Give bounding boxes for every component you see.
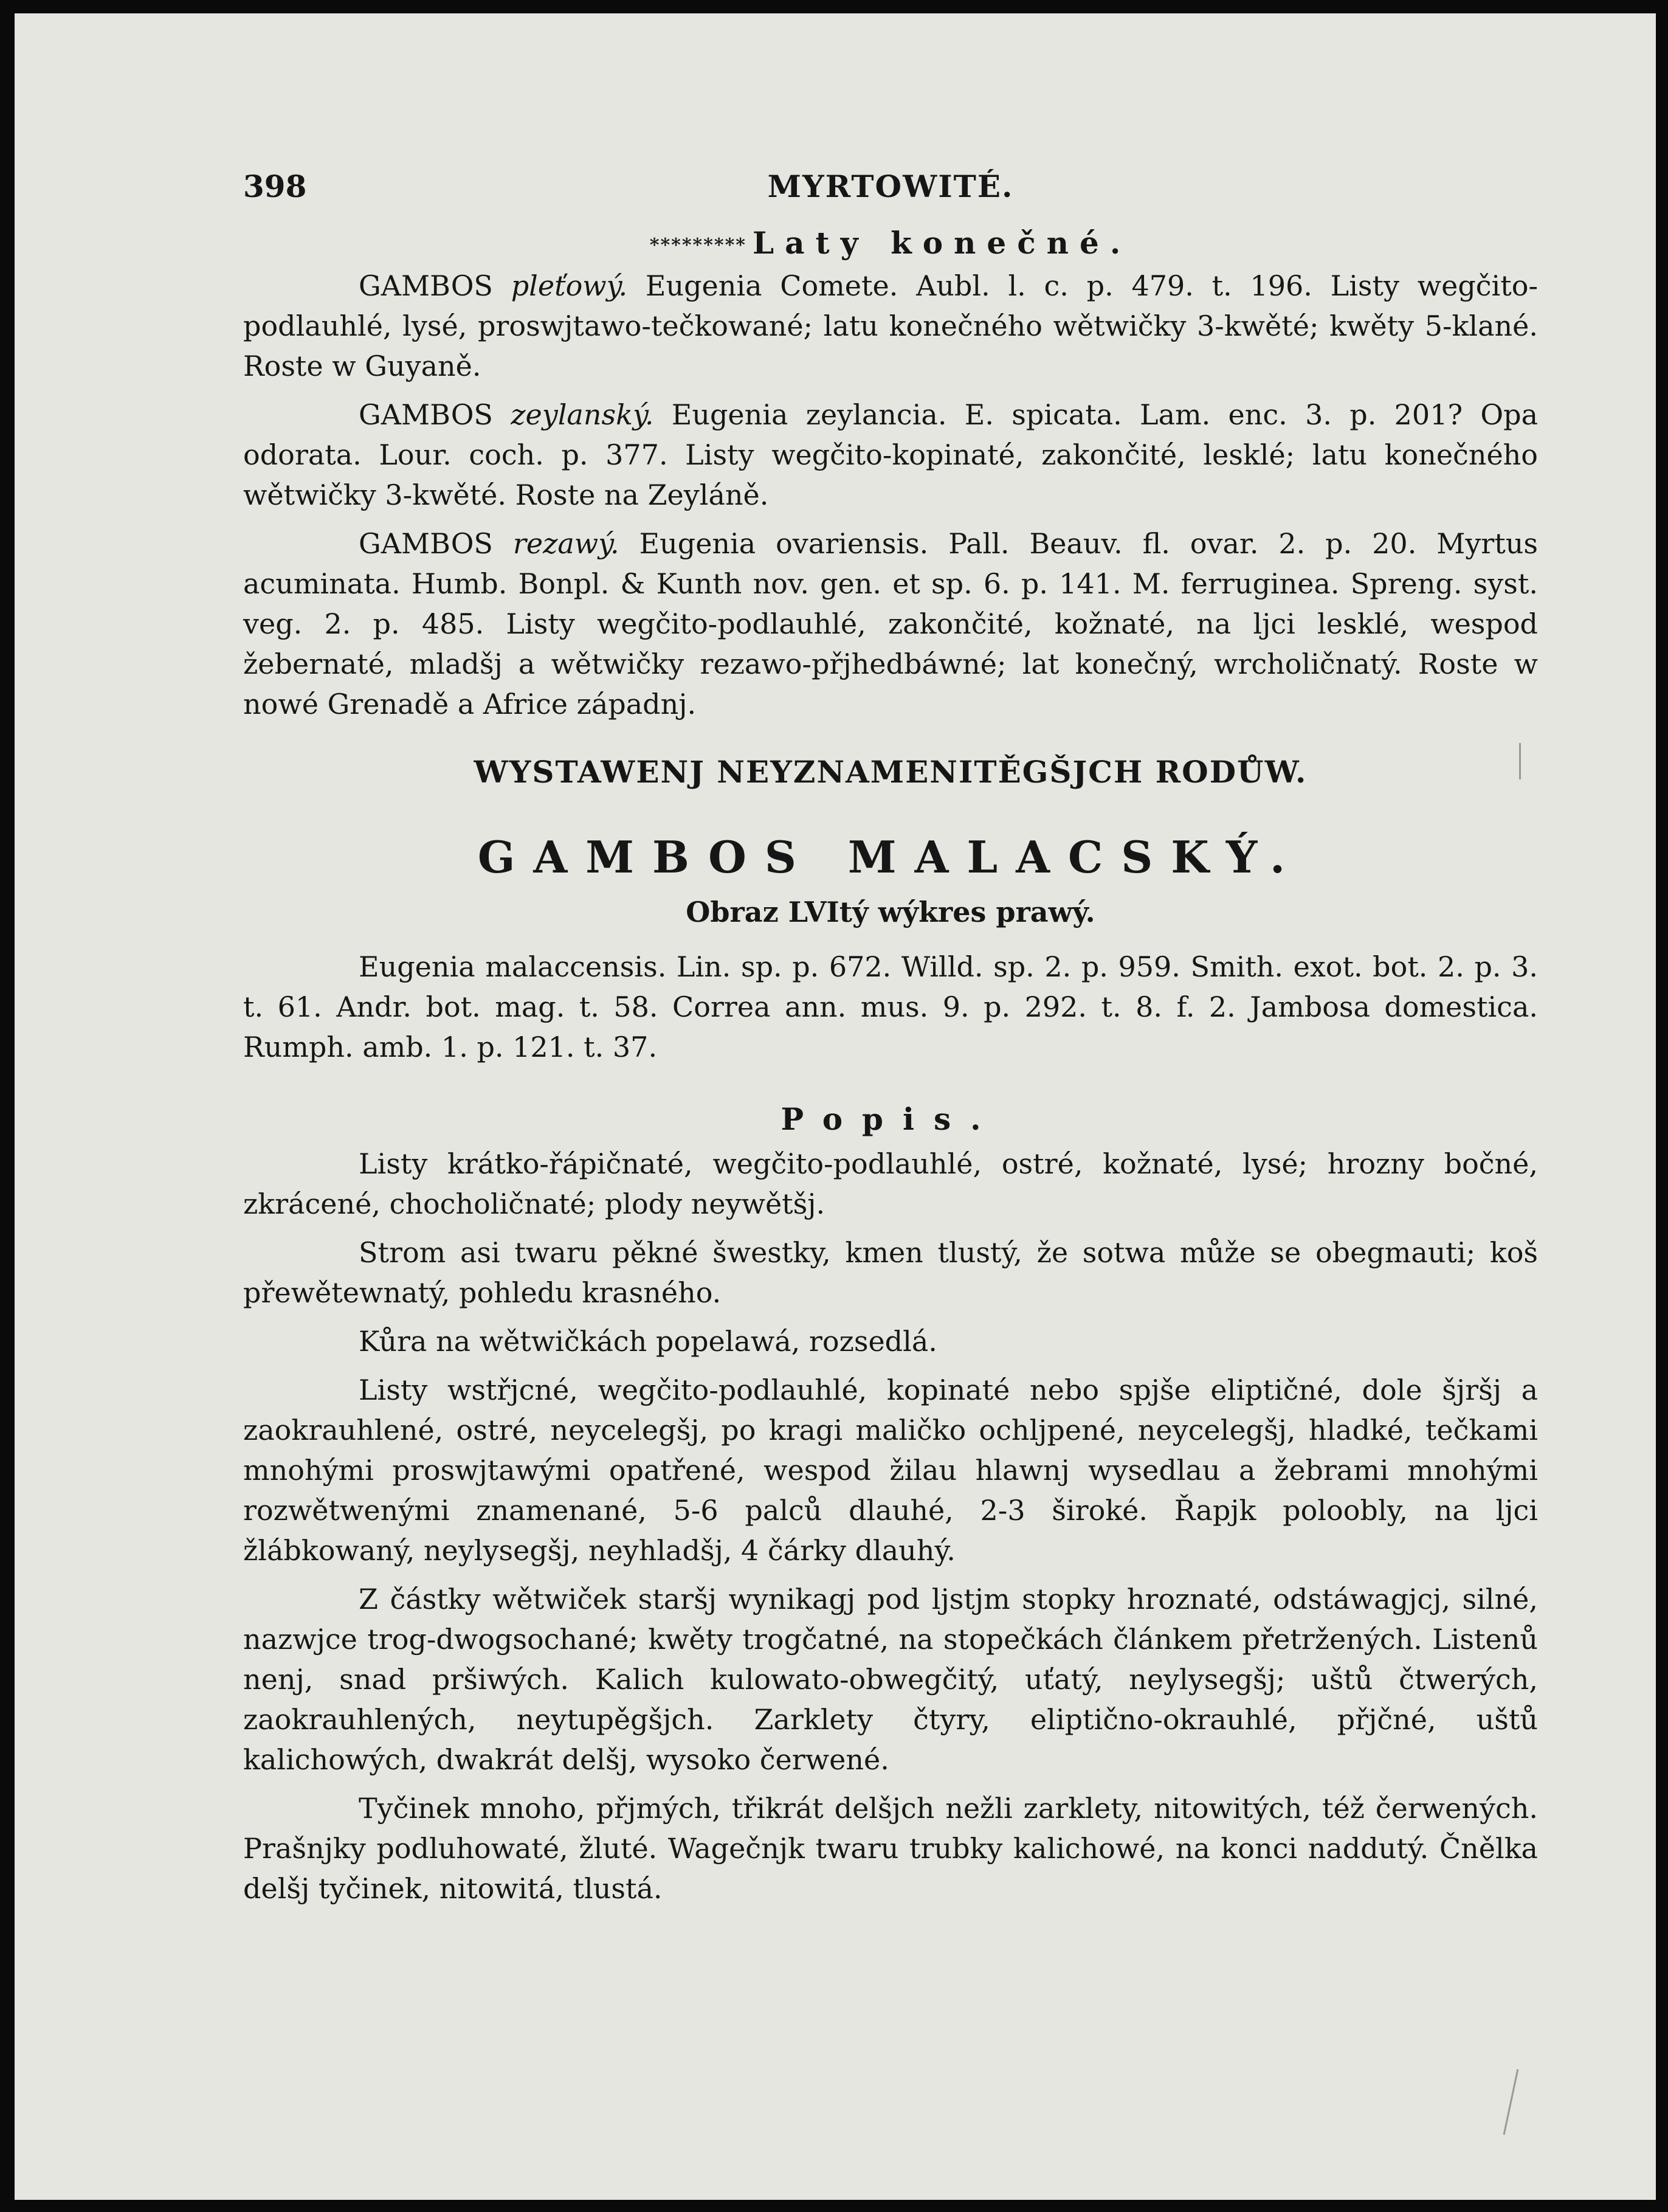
- entry-text: Eugenia Comete. Aubl. l. c. p. 479. t. 196. Listy wegčito-podlauhlé, lysé, proswjtawo-tečkowané; latu konečného wětwičky 3-kwěté; kwěty 5-klané. Roste w Guyaně.: [243, 269, 1538, 382]
- paragraph-text: Z částky wětwiček staršj wynikagj pod ljstjm stopky hroznaté, odstáwagjcj, silné, nazwjce trog-dwogsochané; kwěty trogčatné, na stopečkách článkem přetržených. Listenů nenj, snad pršiwých. Kalich kulowato-obwegčitý, uťatý, neylysegšj; uštů čtwerých, zaokrauhlených, neytupěgšjch. Zarklety čtyry, eliptično-okrauhlé, přjčné, uštů kalichowých, dwakrát delšj, wysoko čerwené.: [243, 1583, 1538, 1776]
- entry-text: Eugenia ovariensis. Pall. Beauv. fl. ovar. 2. p. 20. Myrtus acuminata. Humb. Bonpl. & Kunth nov. gen. et sp. 6. p. 141. M. ferruginea. Spreng. syst. veg. 2. p. 485. Listy wegčito-podlauhlé, zakončité, kožnaté, na ljci lesklé, wespod žebernaté, mladšj a wětwičky rezawo-přjhedbáwné; lat konečný, wrcholičnatý. Roste w nowé Grenadě a Africe západnj.: [243, 527, 1539, 721]
- entry-genus: GAMBOS: [359, 269, 493, 302]
- species-entry: [243, 524, 1538, 724]
- section-stars: *********: [649, 235, 746, 256]
- description-paragraph: [243, 1144, 1538, 1224]
- entry-text: Eugenia zeylancia. E. spicata. Lam. enc. 3. p. 201? Opa odorata. Lour. coch. p. 377. Listy wegčito-kopinaté, zakončité, lesklé; latu konečného wětwičky 3-kwěté. Roste na Zeyláně.: [243, 398, 1539, 511]
- entry-genus: GAMBOS: [359, 527, 493, 560]
- synonyms: [243, 947, 1538, 1067]
- description-paragraph: [243, 1579, 1538, 1780]
- page-number: 398: [243, 168, 307, 204]
- description-paragraph: [243, 1788, 1538, 1909]
- description-paragraph: [243, 1232, 1538, 1313]
- section-subheading: [243, 223, 1538, 263]
- running-head: MYRTOWITÉ.: [767, 168, 1014, 204]
- paragraph-text: Tyčinek mnoho, přjmých, třikrát delšjch nežli zarklety, nitowitých, též čerwených. Prašnjky podluhowaté, žluté. Wagečnjk twaru trubky kalichowé, na konci naddutý. Čnělka delšj tyčinek, nitowitá, tlustá.: [243, 1792, 1538, 1905]
- entry-epithet: zeylanský.: [511, 398, 654, 431]
- plate-reference: Obraz LVItý wýkres prawý.: [686, 896, 1095, 928]
- paragraph-text: Listy wstřjcné, wegčito-podlauhlé, kopinaté nebo spjše eliptičné, dole šjršj a zaokrauhlené, ostré, neycelegšj, po kragi maličko ochljpené, neycelegšj, hladké, tečkami mnohými proswjtawými opatřené, wespod žilau hlawnj wysedlau a žebrami mnohými rozwětwenými znamenané, 5-6 palců dlauhé, 2-3 široké. Řapjk poloobly, na ljci žlábkowaný, neylysegšj, neyhladšj, 4 čárky dlauhý.: [243, 1374, 1538, 1567]
- entry-genus: GAMBOS: [359, 398, 493, 431]
- paragraph-text: Listy krátko-řápičnaté, wegčito-podlauhlé, ostré, kožnaté, lysé; hrozny bočné, zkrácené, chocholičnaté; plody neywětšj.: [243, 1147, 1538, 1220]
- paragraph-text: Strom asi twaru pěkné šwestky, kmen tlustý, že sotwa může se obegmauti; koš přewětewnatý, pohledu krasného.: [243, 1236, 1538, 1309]
- scan-edge-mark: [1503, 2069, 1519, 2135]
- species-entry: [243, 266, 1538, 386]
- paragraph-text: Kůra na wětwičkách popelawá, rozsedlá.: [359, 1325, 937, 1358]
- description-paragraph: [243, 1321, 1538, 1361]
- page-header: [243, 162, 1538, 211]
- synonyms-text: Eugenia malaccensis. Lin. sp. p. 672. Willd. sp. 2. p. 959. Smith. exot. bot. 2. p. 3. t. 61. Andr. bot. mag. t. 58. Correa ann. mus. 9. p. 292. t. 8. f. 2. Jambosa domestica. Rumph. amb. 1. p. 121. t. 37.: [243, 950, 1538, 1063]
- page-body: [243, 223, 1538, 1917]
- section-label: Laty konečné.: [752, 225, 1132, 261]
- page-sheet: [15, 13, 1656, 2200]
- entry-epithet: rezawý.: [512, 527, 619, 560]
- description-paragraph: [243, 1370, 1538, 1571]
- entry-epithet: pleťowý.: [511, 269, 628, 302]
- description-heading: Popis.: [781, 1101, 1001, 1137]
- section-heading: WYSTAWENJ NEYZNAMENITĚGŠJCH RODŮW.: [474, 754, 1308, 790]
- species-title: GAMBOS MALACSKÝ.: [477, 831, 1304, 883]
- species-entry: [243, 395, 1538, 515]
